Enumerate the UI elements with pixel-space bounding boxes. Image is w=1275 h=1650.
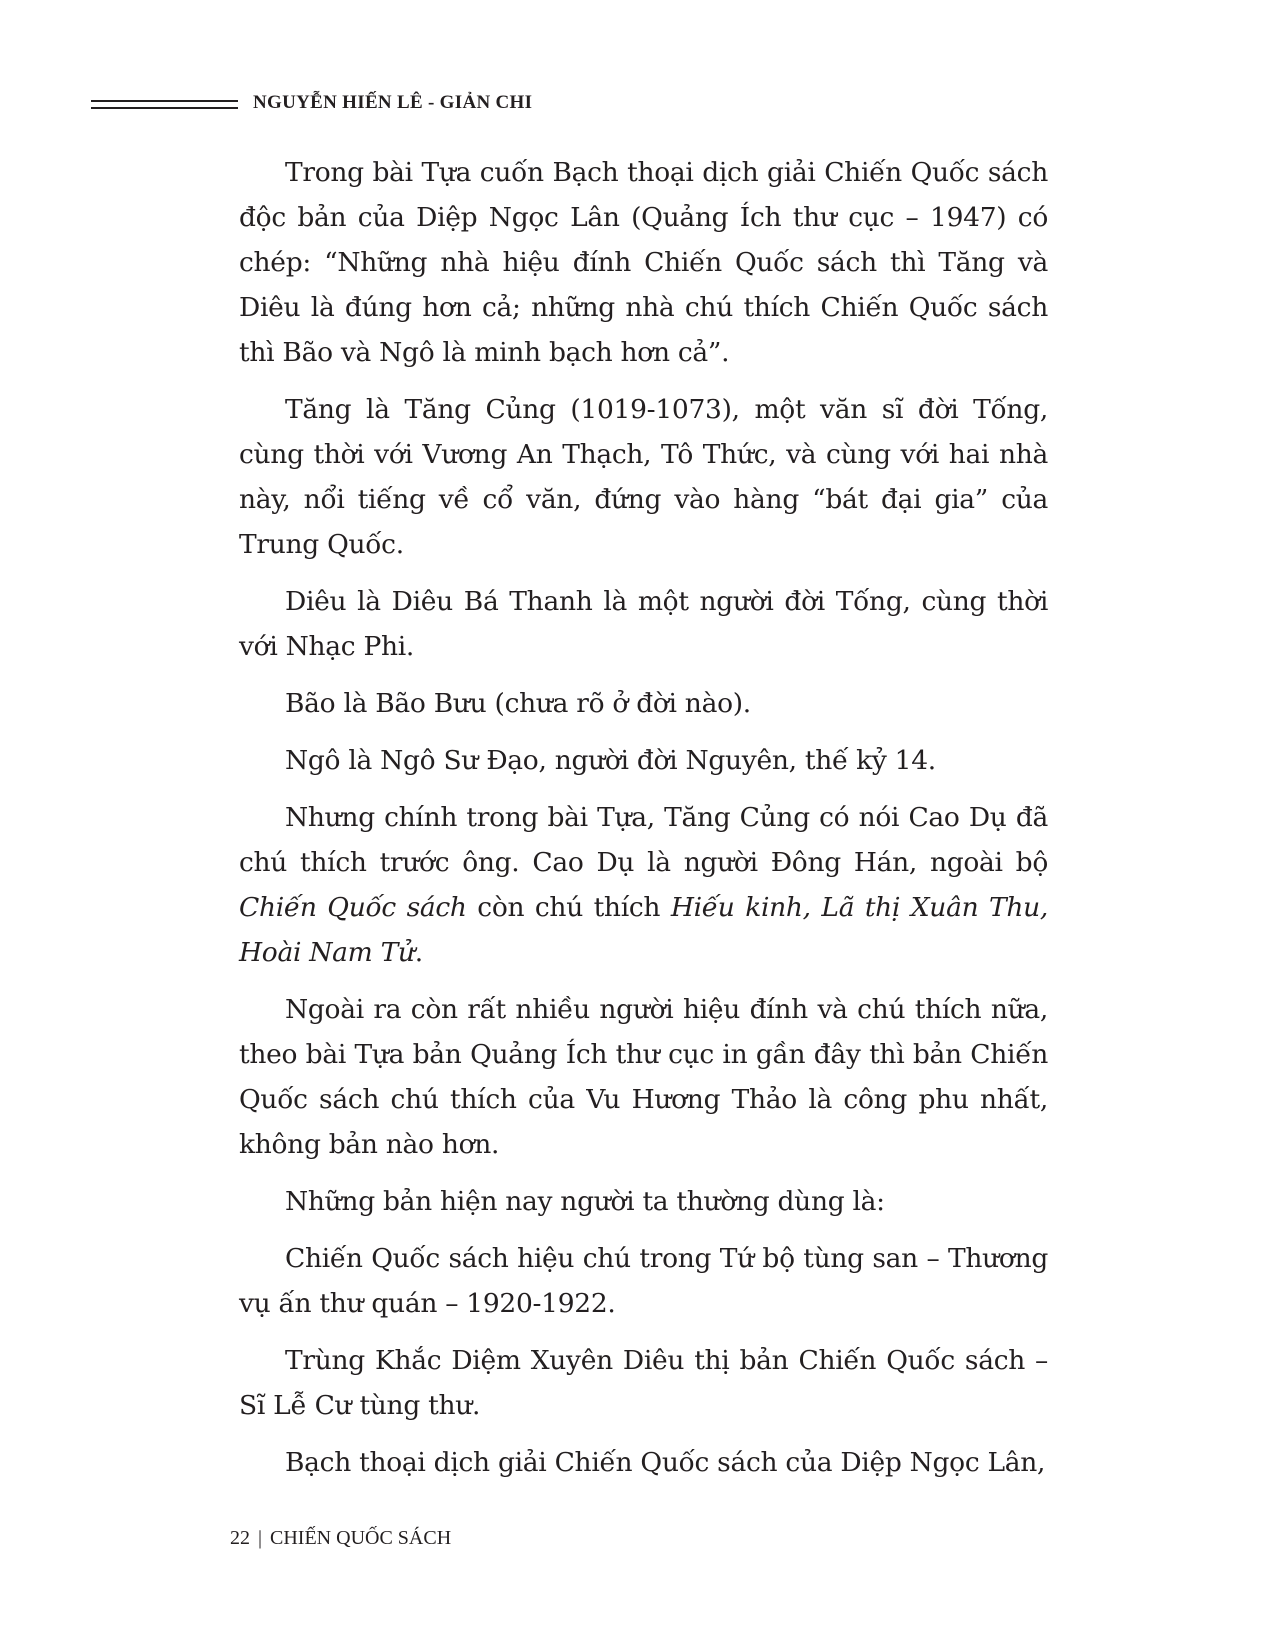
paragraph-2: Tăng là Tăng Củng (1019-1073), một văn sĩ đời Tống, cùng thời với Vương An Thạch, Tô Thức, và cùng với hai nhà này, nổi tiếng về cổ văn, đứng vào hàng “bát đại gia” của Trung Quốc. [239, 394, 1048, 560]
footer-book-title: CHIẾN QUỐC SÁCH [270, 1527, 452, 1549]
paragraph-6-intro: Nhưng chính trong bài Tựa, Tăng Củng có nói Cao Dụ đã chú thích trước ông. Cao Dụ là người Đông Hán, ngoài bộ [239, 802, 1048, 878]
paragraph-6-end: . [414, 937, 423, 968]
paragraph-6 [239, 795, 1048, 975]
running-title: NGUYỄN HIẾN LÊ - GIẢN CHI [253, 92, 533, 113]
paragraph-10: Trùng Khắc Diệm Xuyên Diêu thị bản Chiến Quốc sách – Sĩ Lễ Cư tùng thư. [239, 1345, 1048, 1421]
book-title-hieu-kinh: Hiếu kinh [670, 892, 803, 923]
paragraph-6-mid: còn chú thích [466, 892, 671, 923]
paragraph-5: Ngô là Ngô Sư Đạo, người đời Nguyên, thế kỷ 14. [285, 745, 936, 776]
paragraph-1: Trong bài Tựa cuốn Bạch thoại dịch giải Chiến Quốc sách độc bản của Diệp Ngọc Lân (Quảng Ích thư cục – 1947) có chép: “Những nhà hiệu đính Chiến Quốc sách thì Tăng và Diêu là đúng hơn cả; những nhà chú thích Chiến Quốc sách thì Bão và Ngô là minh bạch hơn cả”. [239, 157, 1048, 368]
paragraph-8: Những bản hiện nay người ta thường dùng là: [285, 1186, 885, 1217]
header-rule-top [91, 100, 238, 102]
title-separator-2: , [1039, 892, 1048, 923]
body-text [239, 150, 1048, 1497]
book-title-la-thi-xuan-thu: Lã thị Xuân Thu [821, 892, 1040, 923]
paragraph-4: Bão là Bão Bưu (chưa rõ ở đời nào). [285, 688, 751, 719]
header-rule-bottom [91, 107, 238, 109]
running-header [91, 92, 591, 120]
paragraph-11: Bạch thoại dịch giải Chiến Quốc sách của Diệp Ngọc Lân, [285, 1447, 1046, 1478]
page-number: 22 [230, 1527, 250, 1549]
page-footer [230, 1527, 451, 1550]
title-separator-1: , [802, 892, 822, 923]
paragraph-3: Diêu là Diêu Bá Thanh là một người đời Tống, cùng thời với Nhạc Phi. [239, 586, 1048, 662]
paragraph-7: Ngoài ra còn rất nhiều người hiệu đính và chú thích nữa, theo bài Tựa bản Quảng Ích thư cục in gần đây thì bản Chiến Quốc sách chú thích của Vu Hương Thảo là công phu nhất, không bản nào hơn. [239, 994, 1048, 1160]
book-title-chien-quoc-sach: Chiến Quốc sách [239, 892, 467, 923]
paragraph-9: Chiến Quốc sách hiệu chú trong Tứ bộ tùng san – Thương vụ ấn thư quán – 1920-1922. [239, 1243, 1048, 1319]
footer-separator: | [258, 1527, 263, 1549]
book-title-hoai-nam-tu: Hoài Nam Tử [239, 937, 415, 968]
